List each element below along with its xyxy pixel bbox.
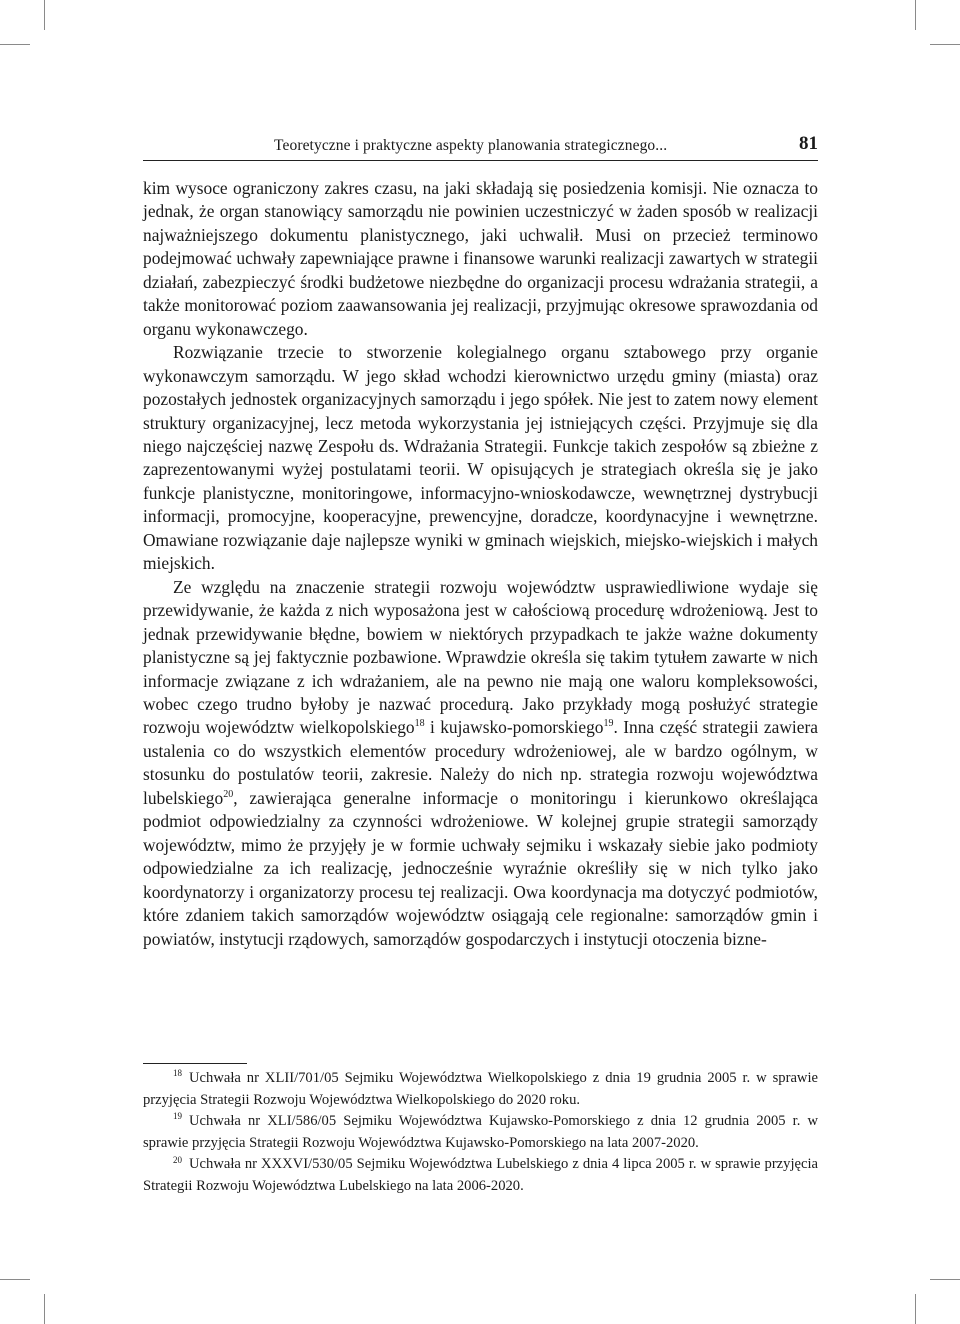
crop-mark-top-right-v [915,0,916,30]
paragraph-3-text-a: Ze względu na znaczenie strategii rozwoju województw usprawiedliwione wydaje się przewidywanie, że każda z nich wyposażona jest w całościową procedurę wdrożeniową. Jest to jednak przewidywanie błędne, bowiem w niektórych przypadkach te jakże ważne dokumenty planistyczne są jej faktycznie pozbawione. Wprawdzie określa się takim tytułem zawarte w nich informacje związane z ich wdrażaniem, ale na pewno nie mają one waloru kompleksowości, wobec czego trudno byłoby je nazwać procedurą. Jako przykłady mogą posłużyć strategie rozwoju województw wielkopolskiego [143,576,818,738]
crop-mark-bottom-right-h [930,1279,960,1280]
footnote-text: Uchwała nr XLI/586/05 Sejmiku Województwa Kujawsko-Pomorskiego z dnia 12 grudnia 2005 r. w sprawie przyjęcia Strategii Rozwoju Województwa Kujawsko-Pomorskiego na lata 2007-2020. [143,1113,818,1151]
paragraph-3 [143,576,818,951]
crop-mark-top-left-h [0,44,30,45]
body-text [143,177,818,951]
footnote-18 [143,1068,818,1111]
footnote-19 [143,1111,818,1154]
footnote-number: 19 [173,1111,182,1122]
footnote-separator [143,1063,247,1064]
crop-mark-top-left-v [44,0,45,30]
footnotes [143,1068,818,1198]
footnote-20 [143,1154,818,1197]
crop-mark-bottom-right-v [915,1294,916,1324]
footnote-number: 20 [173,1154,182,1165]
footnote-number: 18 [173,1068,182,1079]
crop-mark-top-right-h [930,44,960,45]
running-title: Teoretyczne i praktyczne aspekty planowania strategicznego... [274,137,668,154]
running-header [143,134,818,161]
footnote-text: Uchwała nr XLII/701/05 Sejmiku Województwa Wielkopolskiego z dnia 19 grudnia 2005 r. w sprawie przyjęcia Strategii Rozwoju Województwa Wielkopolskiego do 2020 roku. [143,1070,818,1108]
paragraph-3-text-d: , zawierająca generalne informacje o monitoringu i kierunkowo określająca podmiot odpowiedzialny za czynności wdrożeniowe. W kolejnej grupie strategii samorządy województw, mimo że przyjęły je w formie uchwały sejmiku i wskazały siebie jako podmioty odpowiedzialne za ich realizację, jednocześnie wyraźnie określiły się w nich tylko jako koordynatorzy i organizatorzy procesu tej realizacji. Owa koordynacja ma dotyczyć podmiotów, które zdaniem takich samorządów województw osiągają cele regionalne: samorządów gmin i powiatów, instytucji rządowych, samorządów gospodarczych i instytucji otoczenia bizne- [143,787,818,949]
page-number: 81 [799,133,818,154]
paragraph-2: Rozwiązanie trzecie to stworzenie kolegialnego organu sztabowego przy organie wykonawczym samorządu. W jego skład wchodzi kierownictwo urzędu gminy (miasta) oraz pozostałych jednostek organizacyjnych samorządu i jego spółek. Nie jest to zatem nowy element struktury organizacyjnej, lecz metoda wykorzystania jej istniejących części. Przyjmuje się dla niego najczęściej nazwę Zespołu ds. Wdrażania Strategii. Funkcje takich zespołów są zbieżne z zaprezentowanymi wyżej postulatami teorii. W opisujących je strategiach określa się je jako funkcje planistyczne, monitoringowe, informacyjno-wnioskodawcze, wewnętrznej dystrybucji informacji, promocyjne, kooperacyjne, prewencyjne, doradcze, koordynacyjne i wewnętrzne. Omawiane rozwiązanie daje najlepsze wyniki w gminach wiejskich, miejsko-wiejskich i małych miejskich. [143,342,818,574]
footnote-ref-20[interactable]: 20 [223,788,234,800]
paragraph-3-text-c: . Inna część strategii zawiera ustalenia co do wszystkich elementów procedury wdrożeniowej, ale w bardzo ogólnym, w stosunku do postulatów teorii, zakresie. Należy do nich np. strategia rozwoju województwa lubelskiego [143,717,818,808]
footnote-ref-19[interactable]: 19 [603,718,614,730]
footnote-text: Uchwała nr XXXVI/530/05 Sejmiku Województwa Lubelskiego z dnia 4 lipca 2005 r. w sprawie przyjęcia Strategii Rozwoju Województwa Lubelskiego na lata 2006-2020. [143,1156,818,1194]
footnote-ref-18[interactable]: 18 [414,718,425,730]
crop-mark-bottom-left-h [0,1279,30,1280]
paragraph-1: kim wysoce ograniczony zakres czasu, na jaki składają się posiedzenia komisji. Nie oznacza to jednak, że organ stanowiący samorządu nie powinien uczestniczyć w żaden sposób w realizacji najważniejszego dokumentu planistycznego, jaki uchwalił. Musi on przecież terminowo podejmować uchwały zapewniające prawne i finansowe warunki realizacji zawartych w strategii działań, zabezpieczyć środki budżetowe niezbędne do organizacji procesu wdrażania strategii, a także monitorować poziom zaawansowania jej realizacji, przyjmując okresowe sprawozdania od organu wykonawczego. [143,178,818,339]
crop-mark-bottom-left-v [44,1294,45,1324]
paragraph-3-text-b: i kujawsko-pomorskiego [424,717,604,738]
